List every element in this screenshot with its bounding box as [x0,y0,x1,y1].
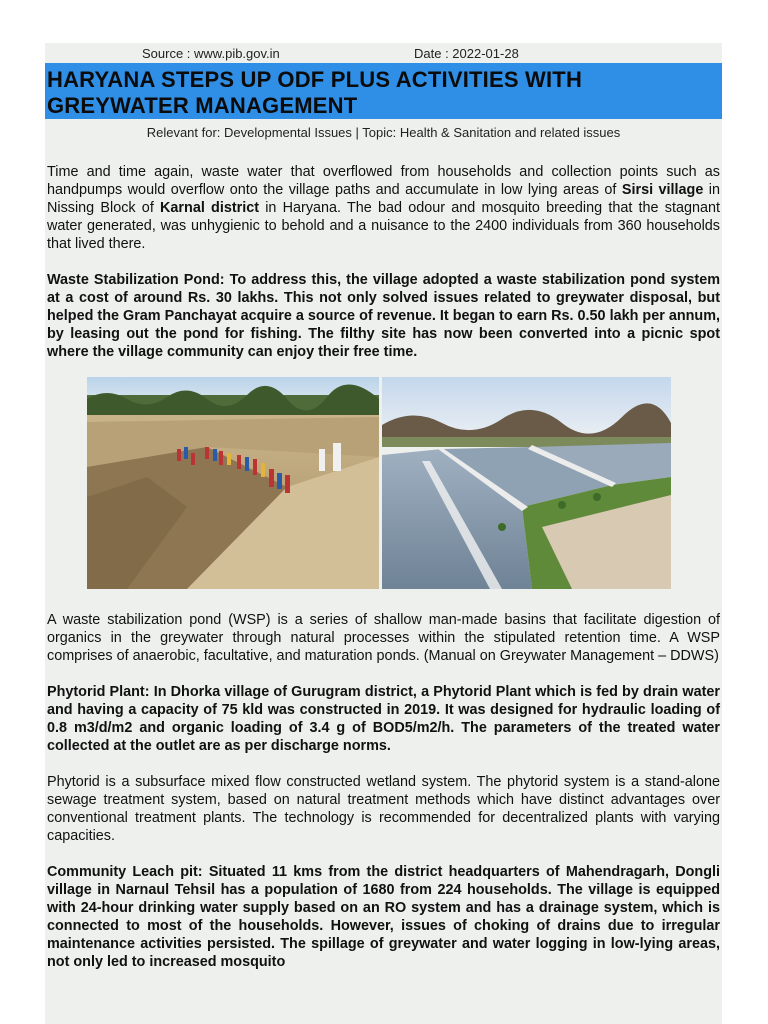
construction-site-photo [87,377,379,589]
intro-bold-village: Sirsi village [621,182,704,198]
phytorid-description: Phytorid is a subsurface mixed flow constructed wetland system. The phytorid system is a stand-alone sewage treatment system, based on natural treatment methods which have distinct advantages over conventional treatment plants. The technology is recommended for decentralized plants with varying capacities. [47,774,720,844]
intro-text-1: Time and time again, waste water that overflowed from households and collection points such as handpumps would overflow onto the village paths and accumulate in low lying areas of [47,164,720,198]
relevance-line: Relevant for: Developmental Issues | Topic: Health & Sanitation and related issues [146,125,621,140]
intro-bold-district: Karnal district [160,200,260,216]
date-text: Date : 2022-01-28 [414,46,519,61]
meta-row [45,43,722,63]
wsp-paragraph: Waste Stabilization Pond: To address this, the village adopted a waste stabilization pond system at a cost of around Rs. 30 lakhs. This not only solved issues related to greywater disposal, but helped the Gram Panchayat acquire a source of revenue. It began to earn Rs. 0.50 lakh per annum, by leasing out the pond for fishing. The filthy site has now been converted into a picnic spot where the village community can enjoy their free time. [47,272,720,360]
completed-pond-photo [382,377,671,589]
title-banner [45,63,722,119]
intro-paragraph [47,163,720,253]
photo-row [47,377,720,599]
source-text: Source : www.pib.gov.in [142,46,280,61]
intro-text-3: in Haryana. The bad odour and mosquito breeding that the stagnant water generated, was unhygienic to behold and a nuisance to the 2400 individuals from 360 households that lived there. [47,200,720,252]
document-page [45,43,722,1024]
article-body [45,163,722,971]
page-title: HARYANA STEPS UP ODF PLUS ACTIVITIES WITH GREYWATER MANAGEMENT [47,67,583,118]
leach-pit-paragraph: Community Leach pit: Situated 11 kms from the district headquarters of Mahendragarh, Dongli village in Narnaul Tehsil has a population of 1680 from 224 households. The village is equipped with 24-hour drinking water supply based on an RO system and has a drainage system, which is connected to most of the households. However, issues of choking of drains due to irregular maintenance activities persisted. The spillage of greywater and water logging in low-lying areas, not only led to increased mosquito [47,864,720,970]
intro-text-2: in Nissing Block of [47,182,721,216]
wsp-description: A waste stabilization pond (WSP) is a series of shallow man-made basins that facilitate digestion of organics in the greywater through natural processes within the stipulated retention time. A WSP comprises of anaerobic, facultative, and maturation ponds. (Manual on Greywater Management – DDWS) [47,612,720,664]
phytorid-paragraph: Phytorid Plant: In Dhorka village of Gurugram district, a Phytorid Plant which is fed by drain water and having a capacity of 75 kld was constructed in 2019. It was designed for hydraulic loading of 0.8 m3/d/m2 and organic loading of 3.4 g of BOD5/m2/h. The parameters of the treated water collected at the outlet are as per discharge norms. [47,684,720,754]
